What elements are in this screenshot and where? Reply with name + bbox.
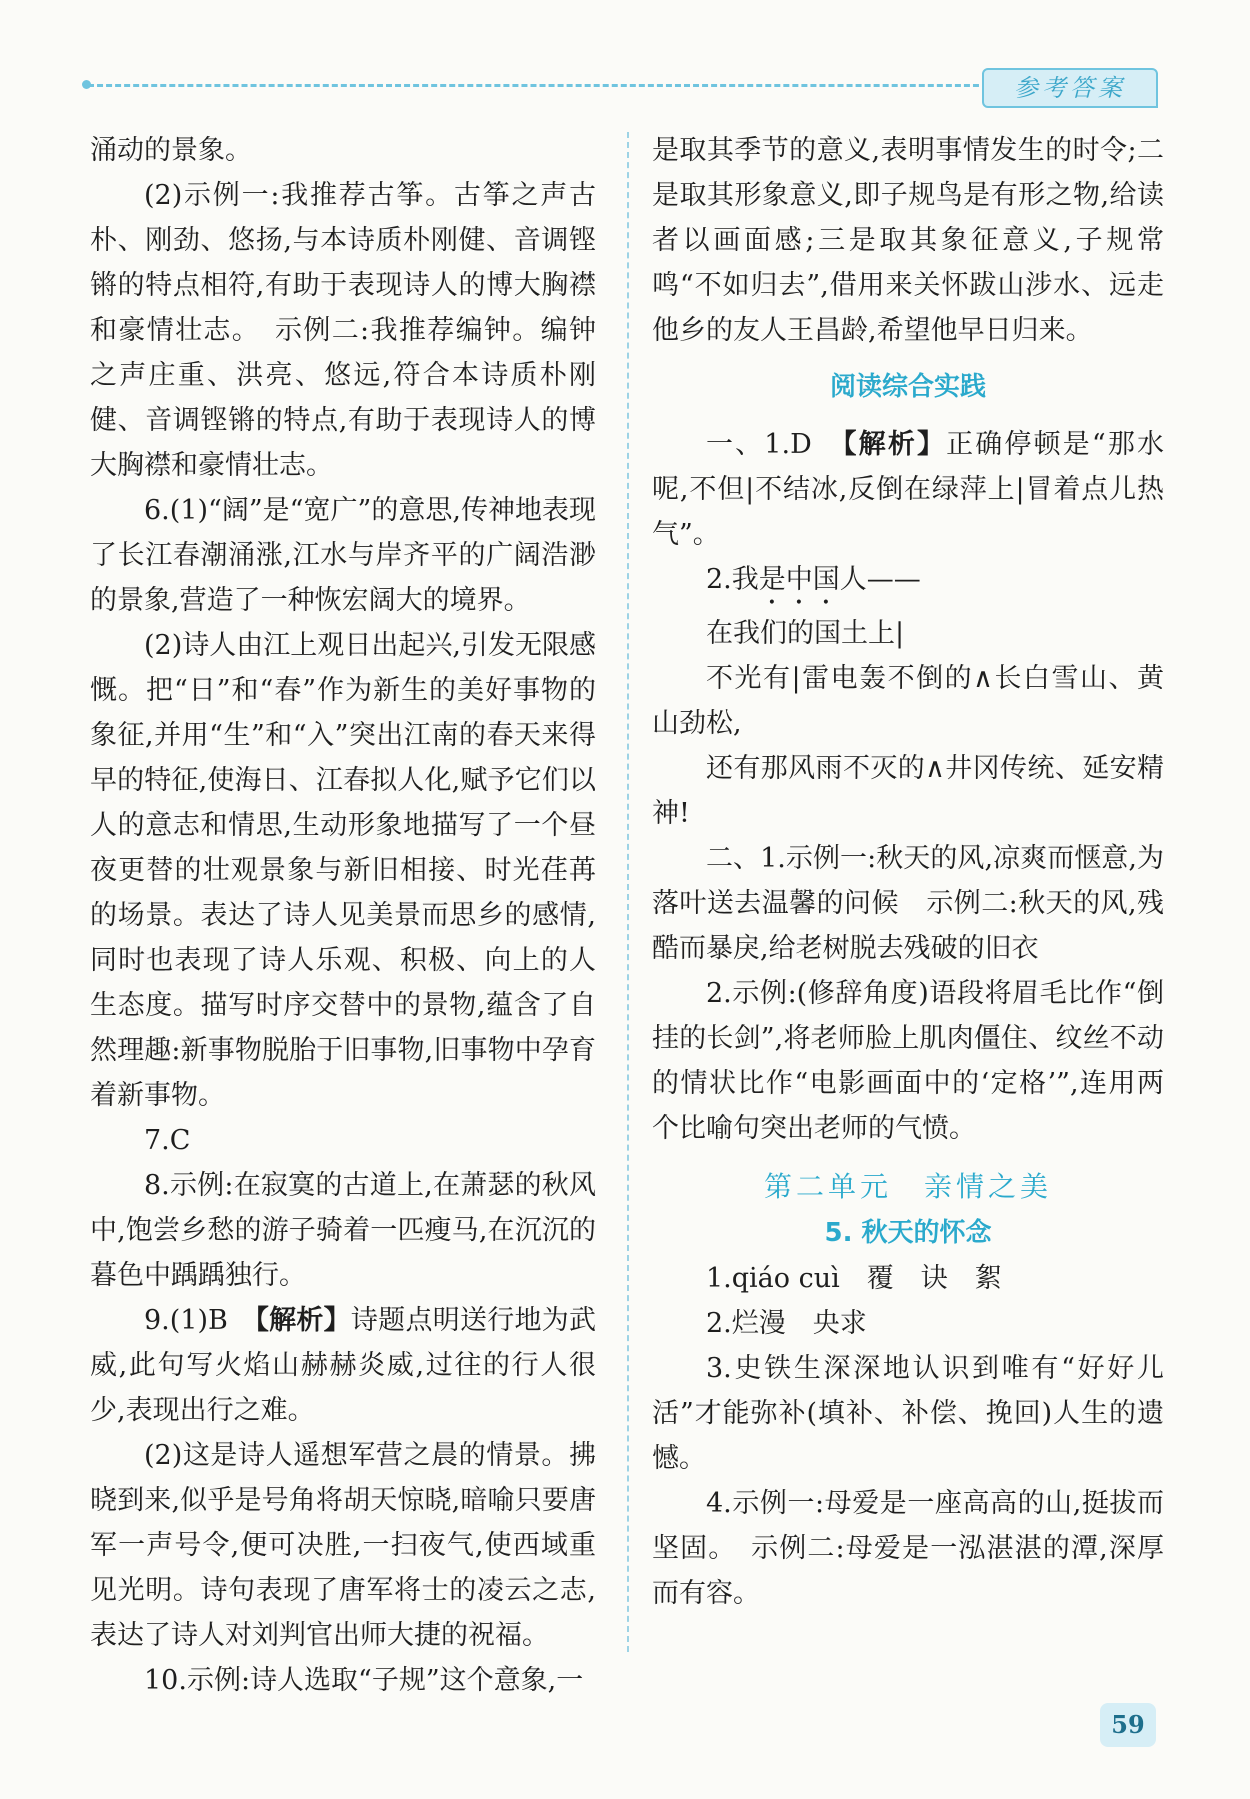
paragraph: 1.qiáo cuì 覆 诀 絮 <box>706 1263 1002 1294</box>
analysis-label: 【解析】 <box>843 429 947 460</box>
emphasized-text: 是中国 <box>758 564 840 595</box>
answer-label: 9.(1)B <box>144 1305 256 1336</box>
paragraph: (2)诗人由江上观日出起兴,引发无限感慨。把“日”和“春”作为新生的美好事物的象征,并用“生”和“入”突出江南的春天来得早的特征,使海日、江春拟人化,赋予它们以人的意志和情思,生动形象地描写了一个昼夜更替的壮观景象与新旧相接、时光荏苒的场景。表达了诗人见美景而思乡的感情,同时也表现了诗人乐观、积极、向上的人生态度。描写时序交替中的景物,蕴含了自然理趣:新事物脱胎于旧事物,旧事物中孕育着新事物。 <box>90 630 596 1111</box>
paragraph: 是取其季节的意义,表明事情发生的时令;二是取其形象意义,即子规鸟是有形之物,给读者以画面感;三是取其象征意义,子规常鸣“不如归去”,借用来关怀跋山涉水、远走他乡的友人王昌龄,希望他早日归来。 <box>652 135 1164 346</box>
unit-heading: 第二单元 亲情之美 <box>763 1170 1052 1203</box>
answer-label: 一、1.D <box>706 429 844 460</box>
paragraph: 二、1.示例一:秋天的风,凉爽而惬意,为落叶送去温馨的问候 示例二:秋天的风,残酷而暴戾,给老树脱去残破的旧衣 <box>652 843 1164 964</box>
paragraph: 涌动的景象。 <box>90 135 252 166</box>
text-run: 人—— <box>839 564 921 595</box>
paragraph: (2)这是诗人遥想军营之晨的情景。拂晓到来,似乎是号角将胡天惊晓,暗喻只要唐军一声号令,便可决胜,一扫夜气,使西域重见光明。诗句表现了唐军将士的凌云之志,表达了诗人对刘判官出师大捷的祝福。 <box>90 1440 596 1651</box>
paragraph: 还有那风雨不灭的∧井冈传统、延安精神! <box>652 753 1164 829</box>
text-run: 2.我 <box>706 564 759 595</box>
paragraph: 在我们的国土上| <box>706 618 905 649</box>
paragraph: 4.示例一:母爱是一座高高的山,挺拔而坚固。 示例二:母爱是一泓湛湛的潭,深厚而有容。 <box>652 1488 1164 1609</box>
header-dashed-rule <box>88 84 988 87</box>
analysis-text: 诗题点明送行地为武威,此句写火焰山赫赫炎威,过往的行人很少,表现出行之难。 <box>90 1305 597 1426</box>
paragraph: (2)示例一:我推荐古筝。古筝之声古朴、刚劲、悠扬,与本诗质朴刚健、音调铿锵的特点相符,有助于表现诗人的博大胸襟和豪情壮志。 示例二:我推荐编钟。编钟之声庄重、洪亮、悠远,符合本诗质朴刚健、音调铿锵的特点,有助于表现诗人的博大胸襟和豪情壮志。 <box>90 180 596 481</box>
section-heading: 阅读综合实践 <box>829 372 986 402</box>
paragraph: 8.示例:在寂寞的古道上,在萧瑟的秋风中,饱尝乡愁的游子骑着一匹瘦马,在沉沉的暮色中踽踽独行。 <box>90 1170 596 1291</box>
paragraph: 3.史铁生深深地认识到唯有“好好儿活”才能弥补(填补、补偿、挽回)人生的遗憾。 <box>652 1353 1164 1474</box>
paragraph: 7.C <box>144 1125 191 1156</box>
analysis-text: 正确停顿是“那水呢,不但|不结冰,反倒在绿萍上|冒着点儿热气”。 <box>652 429 1164 550</box>
paragraph: 2.示例:(修辞角度)语段将眉毛比作“倒挂的长剑”,将老师脸上肌肉僵住、纹丝不动的情状比作“电影画面中的‘定格’”,连用两个比喻句突出老师的气愤。 <box>652 978 1164 1144</box>
answer-key-tab: 参考答案 <box>982 68 1158 108</box>
paragraph <box>652 557 1164 611</box>
right-column <box>652 128 1164 1616</box>
paragraph: 6.(1)“阔”是“宽广”的意思,传神地表现了长江春潮涌涨,江水与岸齐平的广阔浩渺的景象,营造了一种恢宏阔大的境界。 <box>90 495 596 616</box>
paragraph <box>90 1298 596 1433</box>
left-column <box>90 128 596 1703</box>
paragraph <box>652 422 1164 557</box>
paragraph: 2.烂漫 央求 <box>706 1308 867 1339</box>
paragraph: 10.示例:诗人选取“子规”这个意象,一 <box>144 1665 584 1696</box>
column-divider <box>627 132 629 1652</box>
page-number: 59 <box>1100 1703 1156 1747</box>
lesson-heading: 5. 秋天的怀念 <box>824 1218 992 1248</box>
analysis-label: 【解析】 <box>255 1305 351 1336</box>
paragraph: 不光有|雷电轰不倒的∧长白雪山、黄山劲松, <box>652 663 1164 739</box>
